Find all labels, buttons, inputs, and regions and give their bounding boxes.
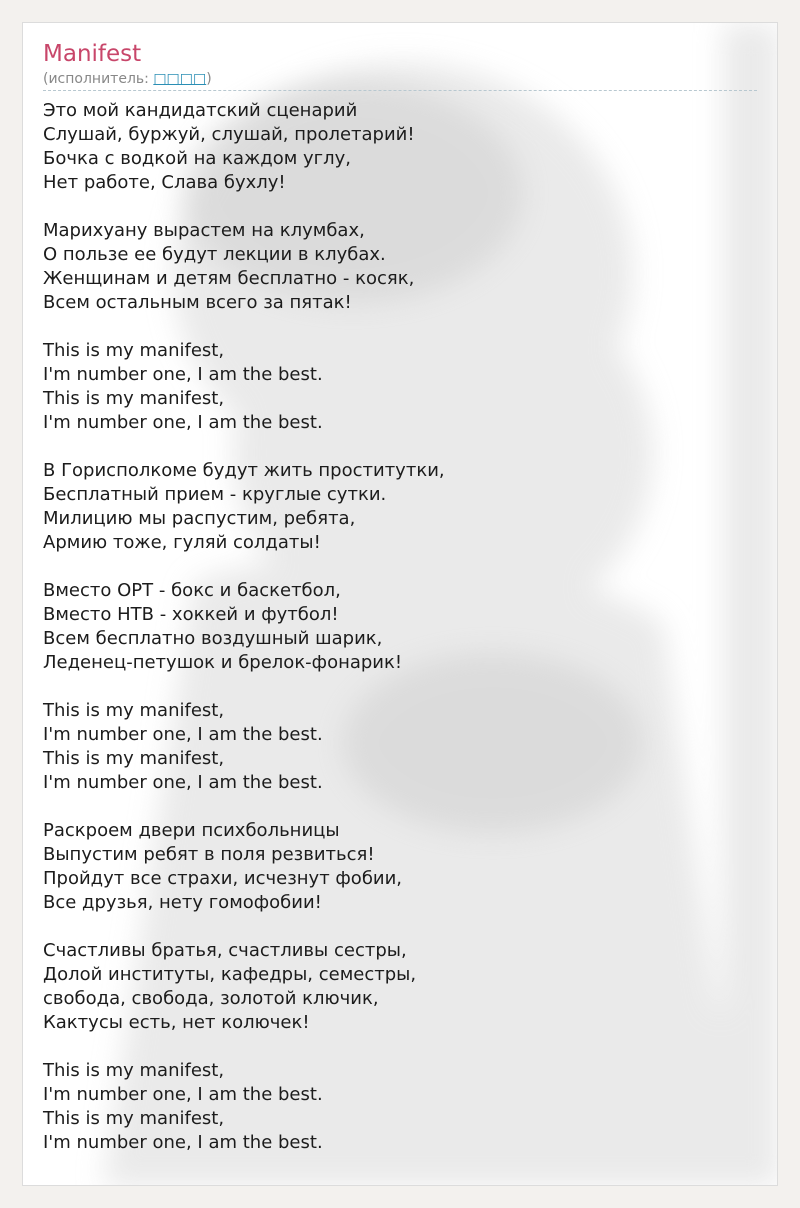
stanza-gap <box>43 555 743 579</box>
stanza-gap <box>43 435 743 459</box>
stanza-gap <box>43 915 743 939</box>
lyric-line: This is my manifest, <box>43 1108 225 1129</box>
lyric-line: I'm number one, I am the best. <box>43 364 323 385</box>
lyric-line: This is my manifest, <box>43 1060 225 1081</box>
stanza-gap <box>43 675 743 699</box>
stanza-gap <box>43 795 743 819</box>
song-title: Manifest <box>43 41 142 67</box>
lyric-line: Всем остальным всего за пятак! <box>43 292 352 313</box>
lyric-line: Выпустим ребят в поля резвиться! <box>43 844 375 865</box>
lyric-line: Слушай, буржуй, слушай, пролетарий! <box>43 124 415 145</box>
lyric-line: I'm number one, I am the best. <box>43 1084 323 1105</box>
lyric-line: Пройдут все страхи, исчезнут фобии, <box>43 868 403 889</box>
lyric-line: О пользе ее будут лекции в клубах. <box>43 244 386 265</box>
stanza-gap <box>43 1035 743 1059</box>
lyric-line: I'm number one, I am the best. <box>43 772 323 793</box>
artist-prefix: (исполнитель: <box>43 71 154 87</box>
lyric-line: Армию тоже, гуляй солдаты! <box>43 532 321 553</box>
lyric-line: Все друзья, нету гомофобии! <box>43 892 322 913</box>
artist-suffix: ) <box>206 71 212 87</box>
lyric-line: This is my manifest, <box>43 700 225 721</box>
artist-link[interactable]: □□□□ <box>153 71 207 87</box>
stanza-gap <box>43 315 743 339</box>
lyric-line: This is my manifest, <box>43 340 225 361</box>
lyric-line: I'm number one, I am the best. <box>43 1132 323 1153</box>
lyric-line: I'm number one, I am the best. <box>43 724 323 745</box>
lyric-line: Всем бесплатно воздушный шарик, <box>43 628 383 649</box>
lyric-line: Марихуану вырастем на клумбах, <box>43 220 365 241</box>
lyric-line: Женщинам и детям бесплатно - косяк, <box>43 268 415 289</box>
lyrics-body <box>43 99 743 1155</box>
lyric-line: Долой институты, кафедры, семестры, <box>43 964 417 985</box>
lyric-line: I'm number one, I am the best. <box>43 412 323 433</box>
lyrics-card <box>22 22 778 1186</box>
lyric-line: Бесплатный прием - круглые сутки. <box>43 484 387 505</box>
lyric-line: Вместо ОРТ - бокс и баскетбол, <box>43 580 341 601</box>
lyric-line: Кактусы есть, нет колючек! <box>43 1012 310 1033</box>
lyric-line: В Горисполкоме будут жить проститутки, <box>43 460 445 481</box>
lyric-line: Счастливы братья, счастливы сестры, <box>43 940 407 961</box>
lyric-line: This is my manifest, <box>43 388 225 409</box>
lyric-line: This is my manifest, <box>43 748 225 769</box>
artist-line <box>43 71 212 87</box>
lyric-line: Это мой кандидатский сценарий <box>43 100 358 121</box>
lyric-line: Раскроем двери психбольницы <box>43 820 340 841</box>
lyric-line: Леденец-петушок и брелок-фонарик! <box>43 652 403 673</box>
lyric-line: свобода, свобода, золотой ключик, <box>43 988 379 1009</box>
lyric-line: Милицию мы распустим, ребята, <box>43 508 356 529</box>
lyric-line: Вместо НТВ - хоккей и футбол! <box>43 604 339 625</box>
header-separator <box>43 90 757 91</box>
lyric-line: Нет работе, Слава бухлу! <box>43 172 286 193</box>
lyric-line: Бочка с водкой на каждом углу, <box>43 148 351 169</box>
stanza-gap <box>43 195 743 219</box>
